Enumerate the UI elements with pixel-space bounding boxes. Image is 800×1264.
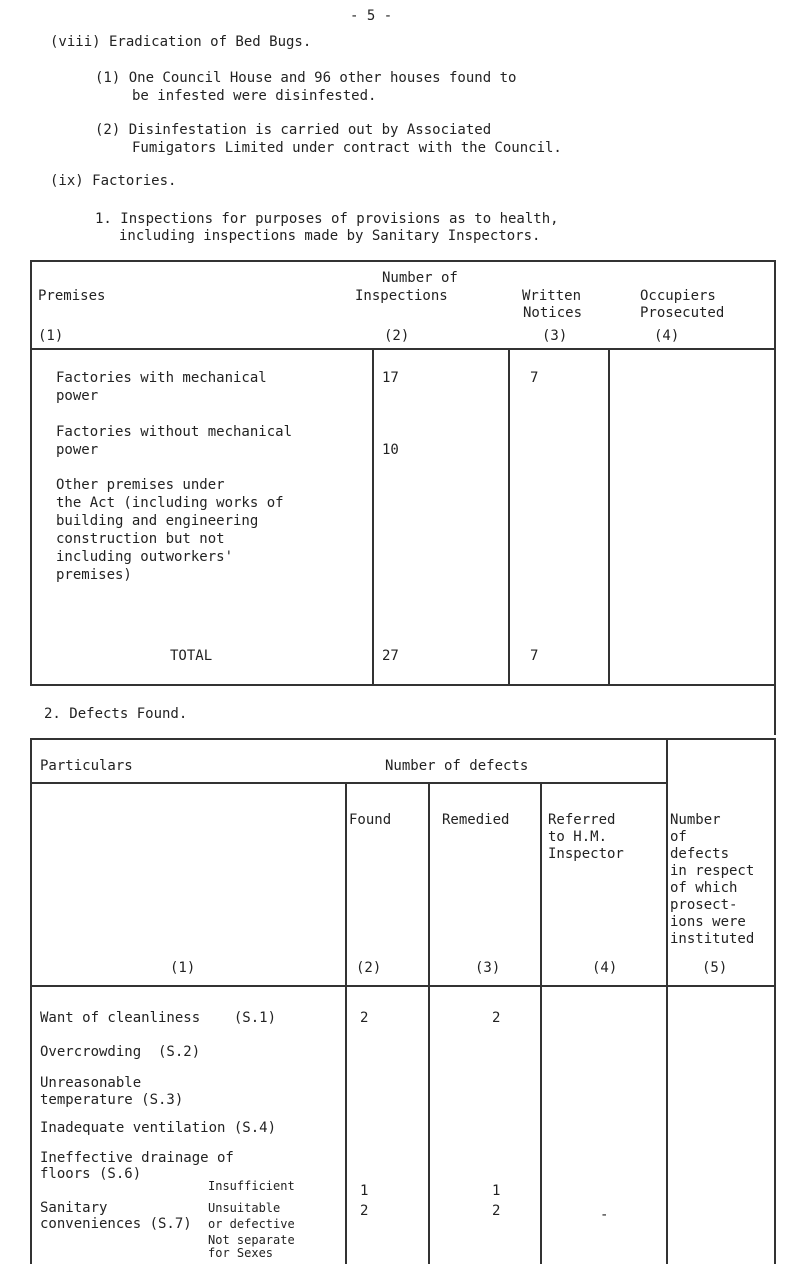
unreasonable-temp-label: Unreasonable — [40, 1075, 142, 1091]
drainage-label: Ineffective drainage of — [40, 1150, 234, 1166]
section-viii-item2-line2: Fumigators Limited under contract with the Council. — [132, 140, 562, 156]
inspections-value: 10 — [382, 442, 399, 458]
prosecutions-header: of which — [670, 880, 738, 896]
found-header: Found — [349, 812, 392, 828]
insufficient-label: Insufficient — [208, 1179, 295, 1193]
want-cleanliness-found: 2 — [360, 1010, 369, 1026]
section-viii-item1-line2: be infested were disinfested. — [132, 88, 377, 104]
section-ix-item1-line1: 1. Inspections for purposes of provisions as to health, — [95, 211, 559, 227]
section-viii-item2-line1: (2) Disinfestation is carried out by Associated — [95, 122, 492, 138]
premises-row-label: building and engineering — [56, 513, 259, 529]
unsuitable-label: Unsuitable — [208, 1201, 281, 1215]
col-num-3: (3) — [542, 328, 568, 344]
premises-row-label: including outworkers' — [56, 549, 234, 565]
inspections-header: Inspections — [355, 288, 448, 304]
sanitary-label: Sanitary — [40, 1200, 108, 1216]
col-num-4: (4) — [654, 328, 680, 344]
defects-heading: 2. Defects Found. — [44, 706, 188, 722]
prosecutions-header: defects — [670, 846, 730, 862]
unsuitable-found: 2 — [360, 1203, 369, 1219]
occupiers-header: Occupiers — [640, 288, 716, 304]
number-of-defects-header: Number of defects — [385, 758, 529, 774]
referred-header: to H.M. — [548, 829, 608, 845]
ventilation-label: Inadequate ventilation (S.4) — [40, 1120, 277, 1136]
prosecutions-header: in respect — [670, 863, 755, 879]
inspections-value: 17 — [382, 370, 399, 386]
want-cleanliness-remedied: 2 — [492, 1010, 501, 1026]
prosecutions-header: of — [670, 829, 687, 845]
section-ix-item1-line2: including inspections made by Sanitary Inspectors. — [119, 228, 541, 244]
unsuitable-remedied: 2 — [492, 1203, 501, 1219]
written-header: Written — [522, 288, 582, 304]
overcrowding-label: Overcrowding (S.2) — [40, 1044, 201, 1060]
premises-row-label: construction but not — [56, 531, 225, 547]
unsuitable-prosecutions: - — [600, 1207, 609, 1223]
sanitary-conveniences-label: conveniences (S.7) — [40, 1216, 192, 1232]
or-defective-label: or defective — [208, 1217, 295, 1231]
drainage-label: floors (S.6) — [40, 1166, 142, 1182]
particulars-header: Particulars — [40, 758, 133, 774]
insufficient-remedied: 1 — [492, 1183, 501, 1199]
defects-col-num-2: (2) — [356, 960, 382, 976]
notices-value: 7 — [530, 370, 539, 386]
defects-col-num-4: (4) — [592, 960, 618, 976]
section-ix-heading: (ix) Factories. — [50, 173, 177, 189]
prosecutions-header: prosect- — [670, 897, 738, 913]
referred-header: Inspector — [548, 846, 624, 862]
defects-col-num-3: (3) — [475, 960, 501, 976]
prosecutions-header: Number — [670, 812, 721, 828]
defects-col-num-1: (1) — [170, 960, 196, 976]
col-num-1: (1) — [38, 328, 64, 344]
notices-header: Notices — [523, 305, 583, 321]
number-of-header: Number of — [382, 270, 458, 286]
for-sexes-label: for Sexes — [208, 1246, 274, 1260]
total-notices: 7 — [530, 648, 539, 664]
insufficient-found: 1 — [360, 1183, 369, 1199]
premises-row-label: the Act (including works of — [56, 495, 284, 511]
premises-row-label: Other premises under — [56, 477, 225, 493]
page-number: - 5 - — [350, 8, 393, 24]
premises-row-label: premises) — [56, 567, 132, 583]
prosecutions-header: instituted — [670, 931, 755, 947]
premises-header: Premises — [38, 288, 106, 304]
premises-row-label: power — [56, 388, 99, 404]
premises-row-label: Factories with mechanical — [56, 370, 267, 386]
unreasonable-temp-label: temperature (S.3) — [40, 1092, 184, 1108]
total-inspections: 27 — [382, 648, 399, 664]
prosecutions-header: ions were — [670, 914, 746, 930]
section-viii-heading: (viii) Eradication of Bed Bugs. — [50, 34, 312, 50]
premises-row-label: Factories without mechanical — [56, 424, 293, 440]
section-viii-item1-line1: (1) One Council House and 96 other houses found to — [95, 70, 517, 86]
defects-col-num-5: (5) — [702, 960, 728, 976]
col-num-2: (2) — [384, 328, 410, 344]
prosecuted-header: Prosecuted — [640, 305, 725, 321]
want-cleanliness-label: Want of cleanliness (S.1) — [40, 1010, 277, 1026]
total-label: TOTAL — [170, 648, 213, 664]
not-separate-label: Not separate — [208, 1233, 295, 1247]
referred-header: Referred — [548, 812, 616, 828]
remedied-header: Remedied — [442, 812, 510, 828]
premises-row-label: power — [56, 442, 99, 458]
